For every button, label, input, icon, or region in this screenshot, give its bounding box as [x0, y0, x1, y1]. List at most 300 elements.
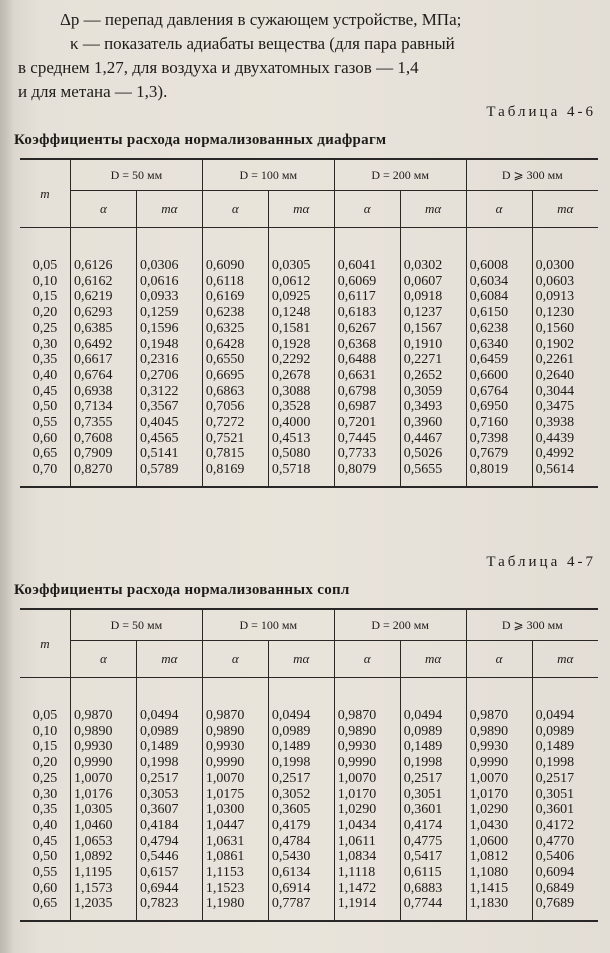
table-row [20, 896, 598, 921]
coefficient-cell: 0,0494 [400, 708, 466, 724]
coefficient-cell: 0,4784 [268, 834, 334, 850]
coefficient-cell: 1,1118 [334, 865, 400, 881]
coefficient-cell: 1,0176 [71, 787, 137, 803]
coefficient-cell: 0,4000 [268, 415, 334, 431]
m-value-cell: 0,70 [20, 462, 71, 487]
table-7-sub-header: mα [268, 641, 334, 678]
coefficient-cell: 1,0653 [71, 834, 137, 850]
coefficient-cell: 0,7744 [400, 896, 466, 921]
coefficient-cell: 0,9870 [334, 708, 400, 724]
coefficient-cell: 0,1928 [268, 337, 334, 353]
coefficient-cell: 0,9890 [202, 724, 268, 740]
coefficient-cell: 0,0494 [268, 708, 334, 724]
coefficient-cell: 1,0812 [466, 849, 532, 865]
coefficient-cell: 1,0892 [71, 849, 137, 865]
coefficient-cell: 0,4775 [400, 834, 466, 850]
coefficient-cell: 0,4565 [136, 431, 202, 447]
coefficient-cell: 1,0600 [466, 834, 532, 850]
table-6-m-header: m [20, 159, 71, 228]
coefficient-cell: 0,3601 [400, 802, 466, 818]
coefficient-cell: 0,6488 [334, 352, 400, 368]
coefficient-cell: 0,7521 [202, 431, 268, 447]
coefficient-cell: 0,0612 [268, 274, 334, 290]
coefficient-cell: 0,6150 [466, 305, 532, 321]
table-7-sub-header: mα [136, 641, 202, 678]
table-7-title: Коэффициенты расхода нормализованных сопл [14, 582, 350, 598]
coefficient-cell: 0,6126 [71, 258, 137, 274]
coefficient-cell: 0,8019 [466, 462, 532, 487]
intro-line-2: κ — показатель адиабаты вещества (для пара равный [70, 34, 455, 53]
table-row [20, 865, 598, 881]
coefficient-cell: 0,3044 [532, 384, 598, 400]
table-6-number: Таблица 4-6 [486, 104, 596, 120]
coefficient-cell: 0,6293 [71, 305, 137, 321]
m-value-cell: 0,35 [32, 802, 58, 818]
coefficient-cell: 0,5430 [268, 849, 334, 865]
coefficient-cell: 0,7160 [466, 415, 532, 431]
m-value-cell: 0,55 [32, 865, 58, 881]
coefficient-cell: 0,2517 [532, 771, 598, 787]
coefficient-cell: 1,1914 [334, 896, 400, 921]
coefficient-cell: 0,9990 [334, 755, 400, 771]
coefficient-cell: 0,6944 [136, 881, 202, 897]
coefficient-cell: 0,6914 [268, 881, 334, 897]
coefficient-cell: 0,6764 [71, 368, 137, 384]
coefficient-cell: 0,9870 [71, 708, 137, 724]
coefficient-cell: 0,3567 [136, 399, 202, 415]
table-row [20, 771, 598, 787]
coefficient-cell: 0,9930 [202, 739, 268, 755]
coefficient-cell: 0,2517 [268, 771, 334, 787]
spacer-cell [71, 228, 137, 259]
coefficient-cell: 0,3960 [400, 415, 466, 431]
coefficient-cell: 0,3059 [400, 384, 466, 400]
coefficient-cell: 0,0306 [136, 258, 202, 274]
coefficient-cell: 0,5718 [268, 462, 334, 487]
coefficient-cell: 0,2640 [532, 368, 598, 384]
table-row [20, 274, 598, 290]
m-value-cell: 0,40 [32, 817, 58, 833]
spacer-cell [400, 678, 466, 709]
coefficient-cell: 1,1573 [71, 881, 137, 897]
coefficient-cell: 0,1567 [400, 321, 466, 337]
table-row [20, 305, 598, 321]
coefficient-cell: 0,6798 [334, 384, 400, 400]
coefficient-cell: 0,6849 [532, 881, 598, 897]
coefficient-cell: 0,0494 [532, 708, 598, 724]
coefficient-cell: 0,7134 [71, 399, 137, 415]
coefficient-cell: 0,3475 [532, 399, 598, 415]
coefficient-cell: 0,1581 [268, 321, 334, 337]
coefficient-cell: 0,1596 [136, 321, 202, 337]
table-7-group-header: D = 200 мм [334, 609, 466, 641]
coefficient-cell: 0,0933 [136, 289, 202, 305]
coefficient-cell: 1,1830 [466, 896, 532, 921]
coefficient-cell: 0,7608 [71, 431, 137, 447]
table-7-m-header: m [20, 609, 71, 678]
spacer-cell [400, 228, 466, 259]
spacer-cell [466, 678, 532, 709]
spacer-cell [20, 678, 71, 709]
coefficient-cell: 0,2678 [268, 368, 334, 384]
intro-line-1: Δp — перепад давления в сужающем устройстве, МПа; [60, 10, 462, 29]
table-7-group-header: D ⩾ 300 мм [466, 609, 598, 641]
table-row [20, 787, 598, 803]
coefficient-cell: 0,6428 [202, 337, 268, 353]
coefficient-cell: 0,3601 [532, 802, 598, 818]
m-value-cell: 0,10 [32, 273, 58, 289]
table-row [20, 337, 598, 353]
coefficient-cell: 0,9890 [71, 724, 137, 740]
coefficient-cell: 0,4770 [532, 834, 598, 850]
table-6-sub-header: mα [400, 191, 466, 228]
table-6-group-header: D ⩾ 300 мм [466, 159, 598, 191]
table-7 [20, 608, 598, 922]
coefficient-cell: 0,2271 [400, 352, 466, 368]
m-value-cell: 0,25 [32, 320, 58, 336]
coefficient-cell: 0,5141 [136, 446, 202, 462]
coefficient-cell: 1,0300 [202, 802, 268, 818]
coefficient-cell: 0,2652 [400, 368, 466, 384]
coefficient-cell: 1,1195 [71, 865, 137, 881]
coefficient-cell: 0,7815 [202, 446, 268, 462]
coefficient-cell: 0,6459 [466, 352, 532, 368]
coefficient-cell: 0,1489 [532, 739, 598, 755]
coefficient-cell: 1,1472 [334, 881, 400, 897]
coefficient-cell: 0,0305 [268, 258, 334, 274]
coefficient-cell: 0,0925 [268, 289, 334, 305]
coefficient-cell: 0,7733 [334, 446, 400, 462]
m-value-cell: 0,25 [32, 770, 58, 786]
table-row [20, 415, 598, 431]
coefficient-cell: 0,2706 [136, 368, 202, 384]
coefficient-cell: 0,6238 [202, 305, 268, 321]
coefficient-cell: 0,5080 [268, 446, 334, 462]
table-6-group-header: D = 50 мм [71, 159, 203, 191]
coefficient-cell: 1,1153 [202, 865, 268, 881]
coefficient-cell: 1,0070 [202, 771, 268, 787]
table-7-sub-header: α [466, 641, 532, 678]
coefficient-cell: 0,6695 [202, 368, 268, 384]
coefficient-cell: 0,9890 [466, 724, 532, 740]
spacer-cell [20, 228, 71, 259]
coefficient-cell: 0,3052 [268, 787, 334, 803]
intro-line-4: и для метана — 1,3). [18, 82, 168, 101]
coefficient-cell: 0,6118 [202, 274, 268, 290]
table-6-body [20, 228, 598, 487]
coefficient-cell: 0,0989 [532, 724, 598, 740]
table-7-group-header: D = 100 мм [202, 609, 334, 641]
table-6-title: Коэффициенты расхода нормализованных диафрагм [14, 132, 387, 148]
table-row [20, 708, 598, 724]
coefficient-cell: 0,9870 [466, 708, 532, 724]
coefficient-cell: 0,1998 [136, 755, 202, 771]
coefficient-cell: 1,0175 [202, 787, 268, 803]
coefficient-cell: 0,6267 [334, 321, 400, 337]
table-row [20, 258, 598, 274]
coefficient-cell: 0,3607 [136, 802, 202, 818]
coefficient-cell: 0,4174 [400, 818, 466, 834]
coefficient-cell: 1,0290 [466, 802, 532, 818]
coefficient-cell: 0,1948 [136, 337, 202, 353]
coefficient-cell: 0,6117 [334, 289, 400, 305]
spacer-cell [334, 678, 400, 709]
table-7-sub-header: mα [400, 641, 466, 678]
m-value-cell: 0,65 [32, 446, 58, 462]
coefficient-cell: 0,7909 [71, 446, 137, 462]
coefficient-cell: 1,0631 [202, 834, 268, 850]
table-row [20, 818, 598, 834]
coefficient-cell: 0,2517 [400, 771, 466, 787]
table-7-group-header: D = 50 мм [71, 609, 203, 641]
coefficient-cell: 0,6094 [532, 865, 598, 881]
coefficient-cell: 1,0290 [334, 802, 400, 818]
coefficient-cell: 0,6169 [202, 289, 268, 305]
coefficient-cell: 0,7445 [334, 431, 400, 447]
coefficient-cell: 0,0989 [136, 724, 202, 740]
coefficient-cell: 0,3051 [532, 787, 598, 803]
coefficient-cell: 0,3053 [136, 787, 202, 803]
coefficient-cell: 0,9890 [334, 724, 400, 740]
table-6-sub-header: α [71, 191, 137, 228]
coefficient-cell: 1,0170 [466, 787, 532, 803]
coefficient-cell: 0,6034 [466, 274, 532, 290]
coefficient-cell: 0,0302 [400, 258, 466, 274]
table-7-body [20, 678, 598, 922]
spacer-cell [202, 228, 268, 259]
table-spacer-row [20, 678, 598, 709]
coefficient-cell: 0,6631 [334, 368, 400, 384]
coefficient-cell: 0,0918 [400, 289, 466, 305]
coefficient-cell: 0,6863 [202, 384, 268, 400]
coefficient-cell: 0,8169 [202, 462, 268, 487]
coefficient-cell: 0,7689 [532, 896, 598, 921]
coefficient-cell: 0,4184 [136, 818, 202, 834]
coefficient-cell: 0,6134 [268, 865, 334, 881]
m-value-cell: 0,20 [32, 305, 58, 321]
coefficient-cell: 0,3088 [268, 384, 334, 400]
coefficient-cell: 0,0989 [268, 724, 334, 740]
coefficient-cell: 0,0913 [532, 289, 598, 305]
spacer-cell [532, 678, 598, 709]
spacer-cell [268, 678, 334, 709]
coefficient-cell: 0,6938 [71, 384, 137, 400]
coefficient-cell: 0,6764 [466, 384, 532, 400]
coefficient-cell: 0,7787 [268, 896, 334, 921]
table-row [20, 755, 598, 771]
coefficient-cell: 0,1489 [268, 739, 334, 755]
coefficient-cell: 0,0989 [400, 724, 466, 740]
coefficient-cell: 0,7355 [71, 415, 137, 431]
coefficient-cell: 0,2316 [136, 352, 202, 368]
table-7-sub-header: α [334, 641, 400, 678]
spacer-cell [268, 228, 334, 259]
coefficient-cell: 0,6090 [202, 258, 268, 274]
coefficient-cell: 0,3051 [400, 787, 466, 803]
coefficient-cell: 0,5655 [400, 462, 466, 487]
table-row [20, 802, 598, 818]
coefficient-cell: 0,1248 [268, 305, 334, 321]
m-value-cell: 0,20 [32, 755, 58, 771]
m-value-cell: 0,40 [32, 367, 58, 383]
coefficient-cell: 0,9930 [71, 739, 137, 755]
coefficient-cell: 0,9990 [71, 755, 137, 771]
coefficient-cell: 0,0300 [532, 258, 598, 274]
m-value-cell: 0,65 [20, 896, 71, 921]
coefficient-cell: 0,6183 [334, 305, 400, 321]
m-value-cell: 0,15 [32, 739, 58, 755]
coefficient-cell: 1,0070 [466, 771, 532, 787]
spacer-cell [71, 678, 137, 709]
table-row [20, 446, 598, 462]
coefficient-cell: 0,6368 [334, 337, 400, 353]
coefficient-cell: 1,0861 [202, 849, 268, 865]
table-row [20, 289, 598, 305]
table-6-sub-header: mα [268, 191, 334, 228]
coefficient-cell: 0,6041 [334, 258, 400, 274]
coefficient-cell: 0,4467 [400, 431, 466, 447]
coefficient-cell: 0,9990 [466, 755, 532, 771]
coefficient-cell: 0,1489 [400, 739, 466, 755]
coefficient-cell: 0,1259 [136, 305, 202, 321]
coefficient-cell: 0,7823 [136, 896, 202, 921]
intro-text [18, 8, 604, 104]
coefficient-cell: 0,1489 [136, 739, 202, 755]
coefficient-cell: 0,6492 [71, 337, 137, 353]
m-value-cell: 0,10 [32, 723, 58, 739]
coefficient-cell: 1,0170 [334, 787, 400, 803]
table-row [20, 321, 598, 337]
table-row [20, 399, 598, 415]
coefficient-cell: 0,6385 [71, 321, 137, 337]
coefficient-cell: 0,3938 [532, 415, 598, 431]
coefficient-cell: 0,5026 [400, 446, 466, 462]
coefficient-cell: 0,6238 [466, 321, 532, 337]
spacer-cell [202, 678, 268, 709]
coefficient-cell: 0,0616 [136, 274, 202, 290]
spacer-cell [334, 228, 400, 259]
table-6-group-header: D = 100 мм [202, 159, 334, 191]
coefficient-cell: 0,5406 [532, 849, 598, 865]
coefficient-cell: 0,9930 [466, 739, 532, 755]
coefficient-cell: 0,5417 [400, 849, 466, 865]
coefficient-cell: 0,6325 [202, 321, 268, 337]
spacer-cell [136, 678, 202, 709]
coefficient-cell: 0,7398 [466, 431, 532, 447]
coefficient-cell: 0,3493 [400, 399, 466, 415]
table-row [20, 834, 598, 850]
coefficient-cell: 0,3528 [268, 399, 334, 415]
m-value-cell: 0,05 [32, 258, 58, 273]
coefficient-cell: 0,6950 [466, 399, 532, 415]
coefficient-cell: 0,6069 [334, 274, 400, 290]
coefficient-cell: 0,6115 [400, 865, 466, 881]
m-value-cell: 0,30 [32, 336, 58, 352]
coefficient-cell: 0,6550 [202, 352, 268, 368]
coefficient-cell: 0,5789 [136, 462, 202, 487]
coefficient-cell: 0,6219 [71, 289, 137, 305]
m-value-cell: 0,35 [32, 352, 58, 368]
m-value-cell: 0,50 [32, 849, 58, 865]
coefficient-cell: 0,2261 [532, 352, 598, 368]
coefficient-cell: 1,0447 [202, 818, 268, 834]
table-spacer-row [20, 228, 598, 259]
table-6-sub-header: α [334, 191, 400, 228]
coefficient-cell: 0,6084 [466, 289, 532, 305]
table-6-sub-header: α [466, 191, 532, 228]
coefficient-cell: 0,0603 [532, 274, 598, 290]
coefficient-cell: 1,0305 [71, 802, 137, 818]
coefficient-cell: 0,4045 [136, 415, 202, 431]
m-value-cell: 0,50 [32, 399, 58, 415]
coefficient-cell: 0,6883 [400, 881, 466, 897]
m-value-cell: 0,55 [32, 415, 58, 431]
m-value-cell: 0,45 [32, 383, 58, 399]
coefficient-cell: 0,6162 [71, 274, 137, 290]
coefficient-cell: 1,1080 [466, 865, 532, 881]
coefficient-cell: 0,2517 [136, 771, 202, 787]
coefficient-cell: 1,0070 [334, 771, 400, 787]
coefficient-cell: 0,1560 [532, 321, 598, 337]
coefficient-cell: 1,0434 [334, 818, 400, 834]
coefficient-cell: 0,7679 [466, 446, 532, 462]
coefficient-cell: 1,0460 [71, 818, 137, 834]
coefficient-cell: 1,1980 [202, 896, 268, 921]
coefficient-cell: 0,1998 [268, 755, 334, 771]
m-value-cell: 0,45 [32, 833, 58, 849]
coefficient-cell: 0,3122 [136, 384, 202, 400]
coefficient-cell: 0,1998 [532, 755, 598, 771]
coefficient-cell: 0,7272 [202, 415, 268, 431]
coefficient-cell: 0,7056 [202, 399, 268, 415]
coefficient-cell: 0,6157 [136, 865, 202, 881]
table-row [20, 881, 598, 897]
coefficient-cell: 0,4172 [532, 818, 598, 834]
coefficient-cell: 0,1998 [400, 755, 466, 771]
coefficient-cell: 0,8079 [334, 462, 400, 487]
coefficient-cell: 0,1230 [532, 305, 598, 321]
coefficient-cell: 0,5446 [136, 849, 202, 865]
m-value-cell: 0,05 [32, 708, 58, 723]
coefficient-cell: 0,6340 [466, 337, 532, 353]
coefficient-cell: 0,0494 [136, 708, 202, 724]
table-7-sub-header: α [71, 641, 137, 678]
coefficient-cell: 0,6987 [334, 399, 400, 415]
spacer-cell [532, 228, 598, 259]
coefficient-cell: 0,4179 [268, 818, 334, 834]
coefficient-cell: 0,1237 [400, 305, 466, 321]
intro-line-3: в среднем 1,27, для воздуха и двухатомных газов — 1,4 [18, 58, 419, 77]
coefficient-cell: 0,1902 [532, 337, 598, 353]
table-row [20, 368, 598, 384]
coefficient-cell: 0,9930 [334, 739, 400, 755]
coefficient-cell: 0,7201 [334, 415, 400, 431]
coefficient-cell: 0,4513 [268, 431, 334, 447]
table-row [20, 849, 598, 865]
table-row [20, 352, 598, 368]
coefficient-cell: 0,5614 [532, 462, 598, 487]
table-row [20, 462, 598, 487]
m-value-cell: 0,60 [32, 880, 58, 896]
coefficient-cell: 0,3605 [268, 802, 334, 818]
table-row [20, 724, 598, 740]
table-row [20, 431, 598, 447]
table-7-sub-header: α [202, 641, 268, 678]
coefficient-cell: 0,4992 [532, 446, 598, 462]
m-value-cell: 0,60 [32, 430, 58, 446]
coefficient-cell: 0,6600 [466, 368, 532, 384]
coefficient-cell: 1,0611 [334, 834, 400, 850]
